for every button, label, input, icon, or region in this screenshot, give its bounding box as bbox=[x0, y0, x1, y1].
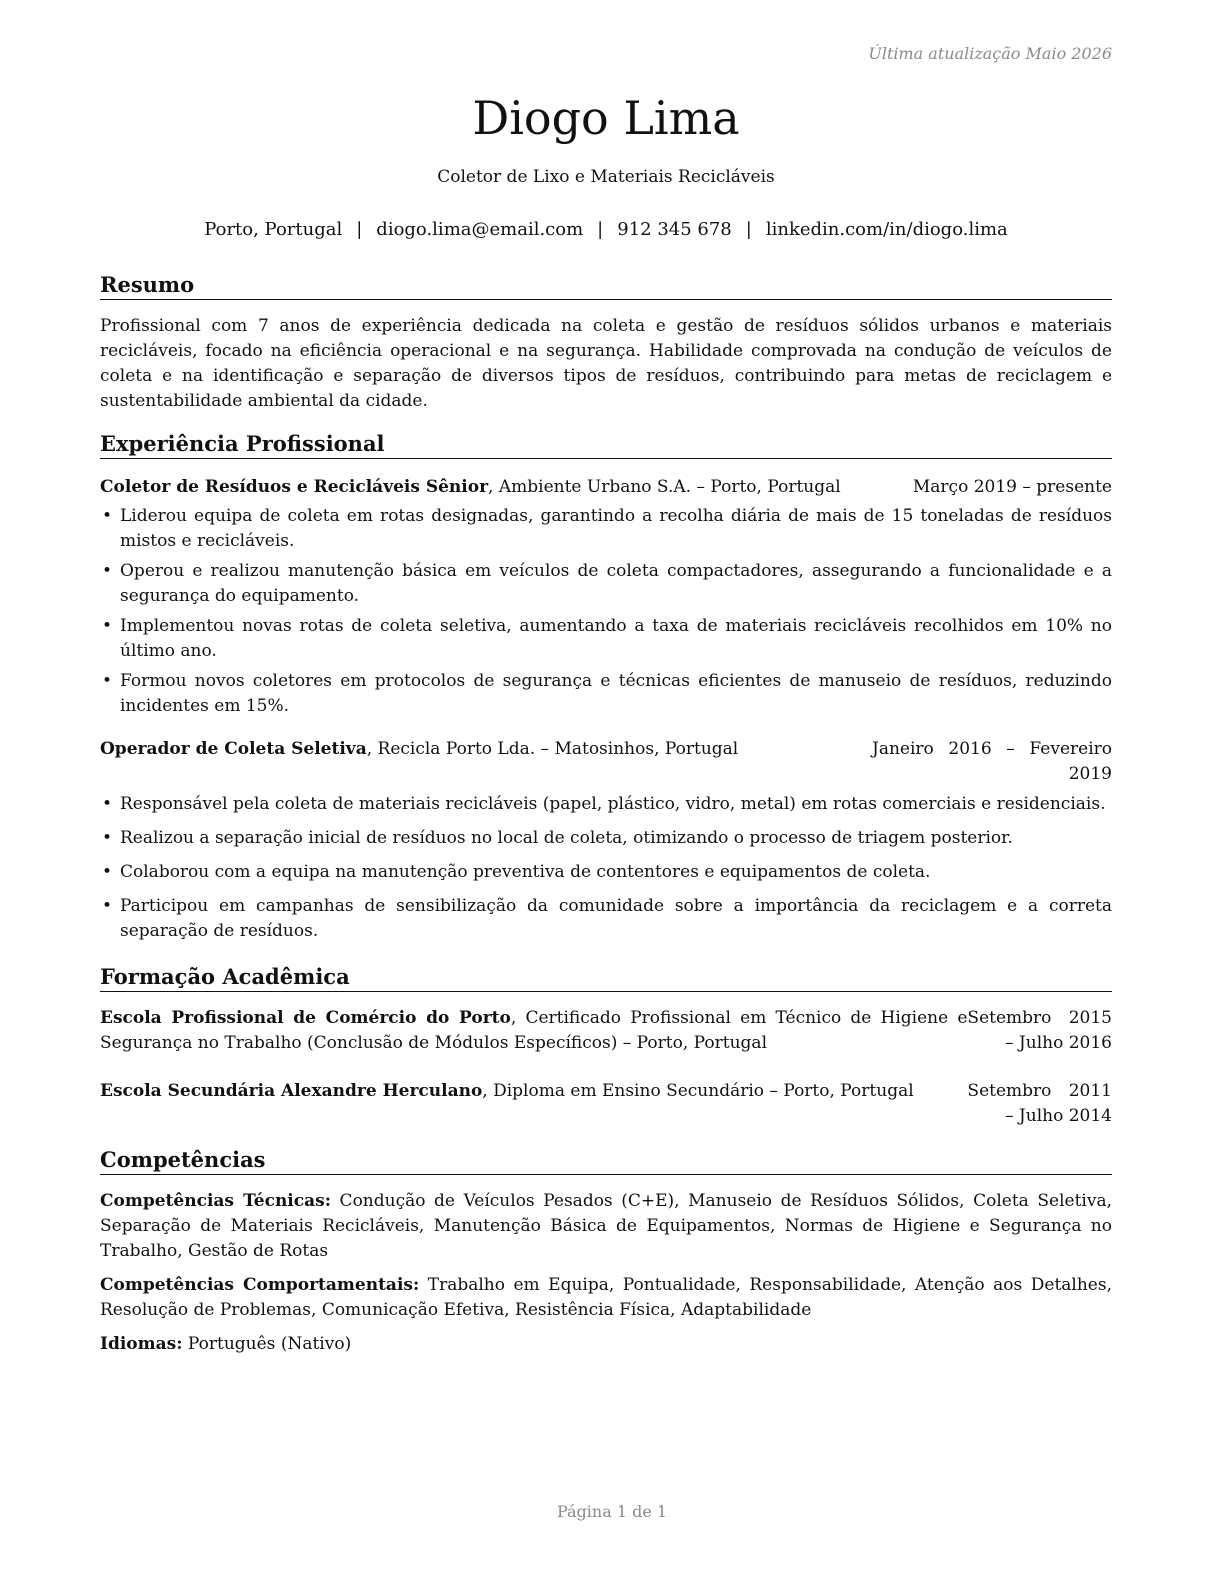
bullet-icon: • bbox=[102, 896, 113, 916]
job-entry bbox=[100, 475, 1112, 719]
skill-label: Competências Técnicas: bbox=[100, 1191, 331, 1211]
list-item bbox=[100, 792, 1112, 817]
last-updated: Última atualização Maio 2026 bbox=[868, 44, 1112, 63]
contact-linkedin[interactable]: linkedin.com/in/diogo.lima bbox=[765, 219, 1008, 240]
job-title-line bbox=[100, 475, 913, 500]
skill-label: Competências Comportamentais: bbox=[100, 1275, 420, 1295]
job-header bbox=[100, 475, 1112, 500]
bullet-text: Participou em campanhas de sensibilização da comunidade sobre a importância da reciclagem e a correta separação de resíduos. bbox=[120, 896, 1112, 941]
skill-text: Português (Nativo) bbox=[182, 1334, 352, 1354]
list-item bbox=[100, 894, 1112, 944]
experience-section bbox=[100, 431, 1112, 949]
school-detail: , Diploma em Ensino Secundário – Porto, Portugal bbox=[482, 1081, 914, 1101]
skill-group bbox=[100, 1273, 1112, 1323]
list-item bbox=[100, 860, 1112, 885]
bullet-text: Formou novos coletores em protocolos de segurança e técnicas eficientes de manuseio de resíduos, reduzindo incidentes em 15%. bbox=[120, 671, 1112, 716]
summary-text: Profissional com 7 anos de experiência dedicada na coleta e gestão de resíduos sólidos urbanos e materiais recicláveis, focado na eficiência operacional e na segurança. Habilidade comprovada na condução de veículos de coleta e na identificação e separação de diversos tipos de resíduos, contribuindo para metas de reciclagem e sustentabilidade ambiental da cidade. bbox=[100, 316, 1112, 411]
contact-email[interactable]: diogo.lima@email.com bbox=[376, 219, 584, 240]
skill-group bbox=[100, 1189, 1112, 1264]
section-title-education: Formação Acadêmica bbox=[100, 964, 1112, 992]
bullet-icon: • bbox=[102, 671, 113, 691]
job-header bbox=[100, 737, 1112, 787]
bullet-icon: • bbox=[102, 616, 113, 636]
page-number: Página 1 de 1 bbox=[556, 1502, 668, 1521]
candidate-name: Diogo Lima bbox=[472, 91, 740, 145]
skill-text: Condução de Veículos Pesados (C+E), Manuseio de Resíduos Sólidos, Coleta Seletiva, Separação de Materiais Recicláveis, Manutenção Básica de Equipamentos, Normas de Higiene e Segurança no Trabalho, Gestão de Rotas bbox=[100, 1191, 1112, 1261]
education-description bbox=[100, 1079, 967, 1129]
job-role: Operador de Coleta Seletiva bbox=[100, 739, 367, 759]
school-detail: , Certificado Profissional em Técnico de Higiene e Segurança no Trabalho (Conclusão de Módulos Específicos) – Porto, Portugal bbox=[100, 1008, 968, 1053]
job-entry bbox=[100, 737, 1112, 944]
education-section bbox=[100, 964, 1112, 1129]
section-title-summary: Resumo bbox=[100, 272, 1112, 300]
education-description bbox=[100, 1006, 967, 1056]
bullet-text: Operou e realizou manutenção básica em veículos de coleta compactadores, assegurando a funcionalidade e a segurança do equipamento. bbox=[120, 561, 1112, 606]
contact-location: Porto, Portugal bbox=[204, 219, 343, 240]
job-dates: Janeiro 2016 – Fevereiro 2019 bbox=[872, 739, 1112, 784]
education-dates: Setembro 2011 – Julho 2014 bbox=[967, 1081, 1112, 1126]
list-item bbox=[100, 559, 1112, 609]
contact-separator: | bbox=[745, 219, 752, 240]
job-title-line bbox=[100, 737, 872, 787]
bullet-text: Liderou equipa de coleta em rotas designadas, garantindo a recolha diária de mais de 15 toneladas de resíduos mistos e recicláveis. bbox=[120, 506, 1112, 551]
bullet-icon: • bbox=[102, 794, 113, 814]
education-entry bbox=[100, 1079, 1112, 1129]
skill-label: Idiomas: bbox=[100, 1334, 183, 1354]
job-dates: Março 2019 – presente bbox=[912, 477, 1112, 497]
job-company: , Recicla Porto Lda. – Matosinhos, Portugal bbox=[366, 739, 739, 759]
school-name: Escola Secundária Alexandre Herculano bbox=[100, 1081, 483, 1101]
bullet-text: Responsável pela coleta de materiais recicláveis (papel, plástico, vidro, metal) em rotas comerciais e residenciais. bbox=[120, 794, 1106, 814]
list-item bbox=[100, 504, 1112, 554]
contact-separator: | bbox=[356, 219, 363, 240]
education-entry bbox=[100, 1006, 1112, 1056]
contact-separator: | bbox=[597, 219, 604, 240]
job-bullets bbox=[100, 792, 1112, 944]
list-item bbox=[100, 826, 1112, 851]
list-item bbox=[100, 669, 1112, 719]
resume-page bbox=[100, 0, 1112, 1584]
school-name: Escola Profissional de Comércio do Porto bbox=[100, 1008, 511, 1028]
bullet-icon: • bbox=[102, 828, 113, 848]
bullet-icon: • bbox=[102, 862, 113, 882]
skill-text: Trabalho em Equipa, Pontualidade, Responsabilidade, Atenção aos Detalhes, Resolução de Problemas, Comunicação Efetiva, Resistência Física, Adaptabilidade bbox=[100, 1275, 1112, 1320]
bullet-text: Realizou a separação inicial de resíduos no local de coleta, otimizando o processo de triagem posterior. bbox=[120, 828, 1013, 848]
skill-group bbox=[100, 1332, 1112, 1357]
job-bullets bbox=[100, 504, 1112, 719]
bullet-text: Implementou novas rotas de coleta seletiva, aumentando a taxa de materiais recicláveis recolhidos em 10% no último ano. bbox=[120, 616, 1112, 661]
education-dates: Setembro 2015 – Julho 2016 bbox=[967, 1008, 1112, 1053]
section-title-experience: Experiência Profissional bbox=[100, 431, 1112, 459]
summary-section bbox=[100, 272, 1112, 414]
bullet-icon: • bbox=[102, 561, 113, 581]
contact-line bbox=[100, 219, 1112, 240]
skills-section bbox=[100, 1147, 1112, 1366]
candidate-title: Coletor de Lixo e Materiais Recicláveis bbox=[437, 167, 775, 187]
contact-phone: 912 345 678 bbox=[617, 219, 732, 240]
job-company: , Ambiente Urbano S.A. – Porto, Portugal bbox=[488, 477, 841, 497]
section-title-skills: Competências bbox=[100, 1147, 1112, 1175]
job-role: Coletor de Resíduos e Recicláveis Sênior bbox=[100, 477, 489, 497]
list-item bbox=[100, 614, 1112, 664]
bullet-text: Colaborou com a equipa na manutenção preventiva de contentores e equipamentos de coleta. bbox=[120, 862, 931, 882]
bullet-icon: • bbox=[102, 506, 113, 526]
